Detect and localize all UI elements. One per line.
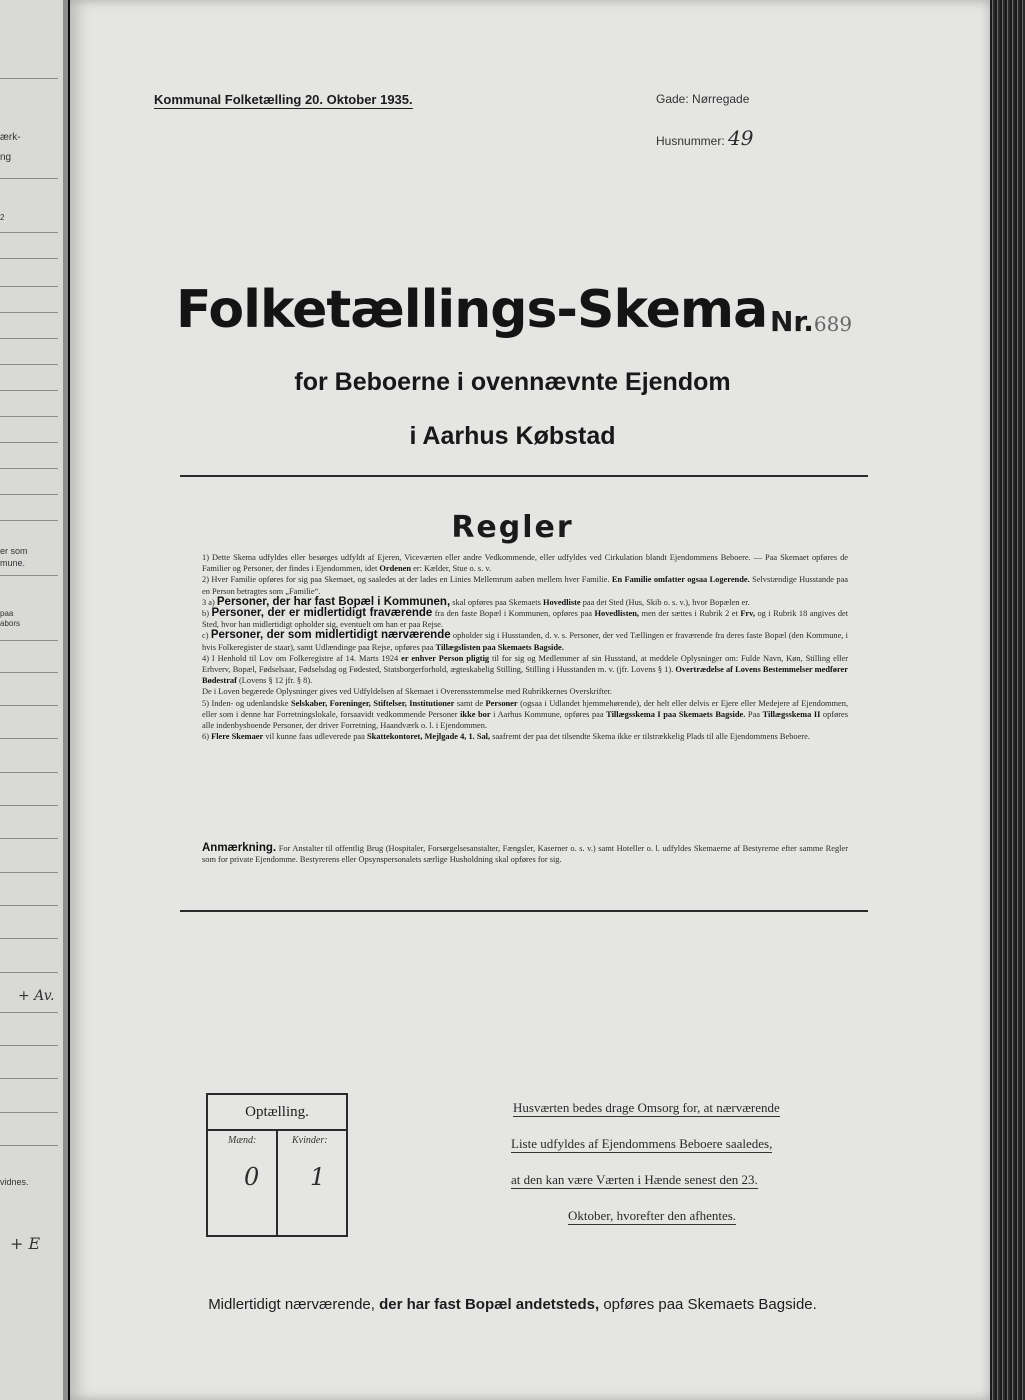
rule-text: b) <box>202 609 209 619</box>
rule-heading: Personer, der har fast Bopæl i Kommunen, <box>216 595 451 608</box>
form-subtitle: for Beboerne i ovennævnte Ejendom <box>294 368 731 396</box>
men-count: 0 <box>244 1163 260 1191</box>
rule-5 <box>202 698 848 732</box>
ruled-line <box>0 738 58 739</box>
rule-3b <box>202 608 848 630</box>
ruled-line <box>0 468 58 469</box>
rule-text: opføres alle indenbysboende Personer, der driver Forretning, Haandværk o. l. i Ejendommen. <box>202 709 849 731</box>
rule-text: (Lovens § 12 jfr. § 8). <box>238 676 313 686</box>
ruled-line <box>0 672 58 673</box>
house-number-field <box>656 126 753 150</box>
women-count: 1 <box>310 1163 326 1191</box>
rule-emphasis: Personer <box>485 698 518 708</box>
page-edges <box>990 0 1025 1400</box>
notice-line: Liste udfyldes af Ejendommens Beboere saaledes, <box>511 1136 773 1151</box>
ruled-line <box>0 838 58 839</box>
ruled-line <box>0 1112 58 1113</box>
ruled-line <box>0 705 58 706</box>
annotation-note <box>202 843 848 865</box>
rule-emphasis: Hovedlisten, <box>594 609 639 619</box>
rule-emphasis: En Familie omfatter ogsaa Logerende. <box>611 575 750 585</box>
rule-1 <box>202 552 848 574</box>
rule-text: 4) I Henhold til Lov om Folkeregistre af 14. Marts 1924 <box>202 653 399 663</box>
left-fragment: ng <box>0 152 12 163</box>
rule-text: 2) Hver Familie opføres for sig paa Skemaet, og saaledes at der lades en Linies Mellemrum aaben mellem hver Familie. <box>202 575 610 585</box>
rule-emphasis: Skattekontoret, Mejlgade 4, 1. Sal, <box>366 732 491 742</box>
footer-emphasis: der har fast Bopæl andetsteds, <box>379 1296 600 1313</box>
rule-4 <box>202 653 848 687</box>
ruled-line <box>0 772 58 773</box>
rule-text: De i Loven begærede Oplysninger gives ved Udfyldelsen af Skemaet i Overensstemmelse med Rubrikkernes Overskrifter. <box>202 687 613 697</box>
count-box-divider <box>276 1129 278 1235</box>
rule-emphasis: Tillægsskema II <box>762 709 821 719</box>
rule-text: opholder sig i Husstanden, d. v. s. Personer, der ved Tællingen er fraværende fra deres faste Bopæl (den Kommune, i hvis Folkeregister de staar), samt Udlændinge paa Rejse, opføres paa <box>202 631 849 652</box>
ruled-line <box>0 78 58 79</box>
notice-line: Husværten bedes drage Omsorg for, at nærværende <box>513 1100 780 1115</box>
rule-4-note <box>202 686 848 697</box>
rule-emphasis: er enhver Person pligtig <box>401 653 490 663</box>
ruled-line <box>0 972 58 973</box>
ruled-line <box>0 1045 58 1046</box>
ruled-line <box>0 905 58 906</box>
rule-text: 5) Inden- og udenlandske <box>202 698 289 708</box>
rule-emphasis: Overtrædelse af Lovens Bestemmelser medfører Bødestraf <box>202 665 848 686</box>
left-fragment: mune. <box>0 558 26 568</box>
ruled-line <box>0 1145 58 1146</box>
annotation-text: For Anstalter til offentlig Brug (Hospitaler, Forsørgelsesanstalter, Fængsler, Kaserner o. s. v.) samt Hoteller o. l. udfyldes Skemaerne af Bestyrerne efter samme Regler som for private Ejendomme. Bestyrerens eller Opsynspersonalets særlige Husholdning skal opføres for sig. <box>202 844 849 865</box>
ruled-line <box>0 312 58 313</box>
rule-emphasis: Selskaber, Foreninger, Stiftelser, Institutioner <box>290 698 455 708</box>
women-label: Kvinder: <box>292 1135 328 1146</box>
ruled-line <box>0 640 58 641</box>
count-box <box>206 1093 348 1237</box>
footer-text: Midlertidigt nærværende, <box>208 1296 375 1313</box>
rule-text: vil kunne faas udleverede paa <box>265 732 365 742</box>
rule-heading: Personer, der er midlertidigt fraværende <box>211 607 433 620</box>
rule-emphasis: Ordenen <box>379 564 411 574</box>
rule-text: Selvstændige Husstande paa en Person betragtes som „Familie“. <box>202 575 849 596</box>
rule-emphasis: Flere Skemaer <box>211 732 264 742</box>
left-fragment: er som <box>0 546 28 556</box>
rule-text: til for sig og Medlemmer af sin Husstand, at meddele Oplysninger om: Fulde Navn, Køn, Stilling eller Erhverv, Bopæl, Fødselsaar, Fødselsdag og Fødested, Statsborgerforhold, ægteskabelig Stilling, Stilling i Husstanden m. v. (jfr. Lovens § 1). <box>202 653 849 675</box>
ruled-line <box>0 494 58 495</box>
left-fragment: 2 <box>0 213 5 222</box>
rule-text: 1) Dette Skema udfyldes eller besørges udfyldt af Ejeren, Viceværten eller andre Vedkommende, eller udfyldes ved Cirkulation blandt Ejendommens Beboere. — Paa Skemaet opføres de Familier og Personer, der findes i Ejendommen, idet <box>202 553 848 574</box>
form-number-label: Nr. <box>770 305 814 338</box>
rule-text: saafremt der paa det tilsendte Skema ikke er tilstrækkelig Plads til alle Ejendommens Beboere. <box>492 732 810 742</box>
left-handwriting: + E <box>10 1234 41 1253</box>
left-handwriting: + Av. <box>18 988 55 1004</box>
rule-text: i Aarhus Kommune, opføres paa <box>493 709 604 719</box>
page-gutter <box>63 0 68 1400</box>
left-page <box>0 0 68 1400</box>
street-field <box>656 92 749 106</box>
rule-emphasis: Tillægslisten paa Skemaets Bagside. <box>435 642 564 652</box>
annotation-label: Anmærkning. <box>202 842 277 854</box>
left-fragment: abors <box>0 619 21 628</box>
rule-text: fra den faste Bopæl i Kommunen, opføres paa <box>434 609 593 619</box>
ruled-line <box>0 338 58 339</box>
ruled-line <box>0 286 58 287</box>
rule-text: er: Kælder, Stue o. s. v. <box>413 564 492 574</box>
ruled-line <box>0 258 58 259</box>
rule-text: men der sættes i Rubrik 2 et <box>641 609 738 619</box>
divider-top <box>180 475 868 477</box>
rule-text: 3 a) <box>202 597 215 607</box>
house-number-value: 49 <box>728 126 754 150</box>
rule-emphasis: Tillægsskema I paa Skemaets Bagside. <box>606 709 746 719</box>
rule-text: samt de <box>456 698 484 708</box>
ruled-line <box>0 364 58 365</box>
footer-note <box>0 1296 1025 1313</box>
rule-3c <box>202 630 848 652</box>
ruled-line <box>0 575 58 576</box>
left-fragment: paa <box>0 609 14 618</box>
ruled-line <box>0 1012 58 1013</box>
rules-text <box>202 552 848 742</box>
notice-line: Oktober, hvorefter den afhentes. <box>568 1208 737 1223</box>
form-title: Folketællings-Skema <box>176 280 768 340</box>
left-fragment: ærk- <box>0 132 21 143</box>
count-box-title: Optælling. <box>208 1095 346 1131</box>
ruled-line <box>0 1078 58 1079</box>
census-header: Kommunal Folketælling 20. Oktober 1935. <box>154 92 413 107</box>
left-fragment: vidnes. <box>0 1177 29 1187</box>
notice-line: at den kan være Værten i Hænde senest den 23. <box>511 1172 758 1187</box>
rule-text: 6) <box>202 732 209 742</box>
rule-emphasis: Hovedliste <box>542 597 581 607</box>
rule-text: c) <box>202 631 209 641</box>
rule-text: skal opføres paa Skemaets <box>452 597 541 607</box>
house-number-label: Husnummer: <box>656 134 725 148</box>
ruled-line <box>0 178 58 179</box>
footer-text: opføres paa Skemaets Bagside. <box>603 1296 817 1313</box>
men-label: Mænd: <box>228 1135 257 1146</box>
ruled-line <box>0 232 58 233</box>
form-number-value: 689 <box>813 312 853 336</box>
rule-6 <box>202 731 848 742</box>
rule-emphasis: ikke bor <box>460 709 491 719</box>
divider-bottom <box>180 910 868 912</box>
ruled-line <box>0 938 58 939</box>
rules-heading: Regler <box>451 510 574 545</box>
rule-2 <box>202 574 848 596</box>
ruled-line <box>0 872 58 873</box>
rule-emphasis: Frv, <box>740 609 755 619</box>
ruled-line <box>0 805 58 806</box>
rule-heading: Personer, der som midlertidigt nærværende <box>210 629 451 642</box>
rule-text: paa det Sted (Hus, Skib o. s. v.), hvor Bopælen er. <box>582 597 750 607</box>
rule-text: og i Rubrik 18 angives det Sted, hvor han midlertidigt opholder sig, eventuelt om han er paa Rejse. <box>202 609 849 630</box>
street-label: Gade: <box>656 92 689 106</box>
ruled-line <box>0 416 58 417</box>
form-number <box>770 305 852 338</box>
street-value: Nørregade <box>692 92 750 106</box>
rule-text: (ogsaa i Udlandet hjemmehørende), der helt eller delvis er Ejere eller Medejere af Ejendommen, eller som i denne har Forretningslokale, forsaavidt vedkommende Personer <box>202 698 849 719</box>
rule-text: Paa <box>747 709 761 719</box>
form-location: i Aarhus Købstad <box>409 422 616 450</box>
